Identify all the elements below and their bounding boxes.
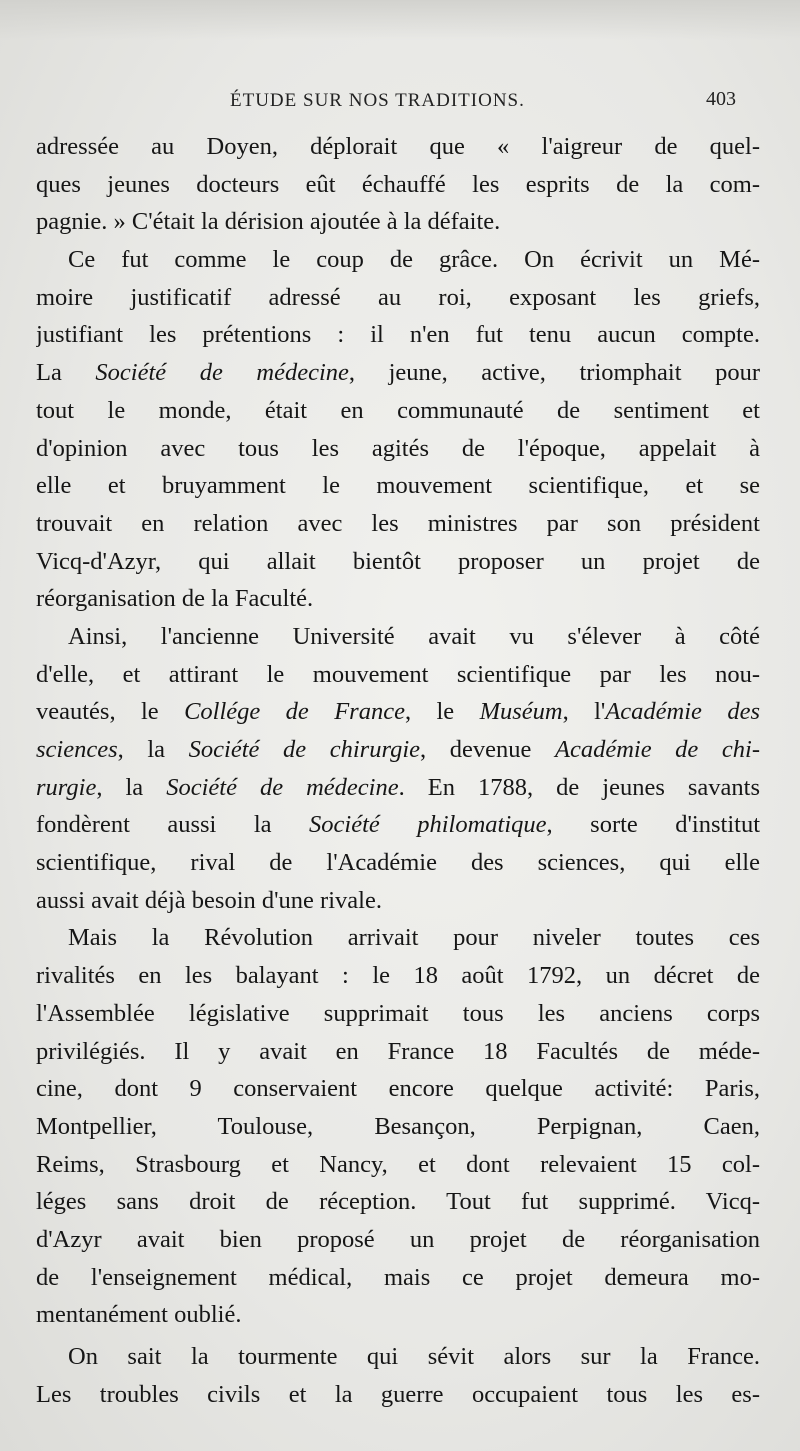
text-line <box>36 203 760 241</box>
text-line <box>36 1296 760 1334</box>
italic-text-run: Muséum <box>479 698 563 726</box>
text-line <box>36 354 760 392</box>
text-line <box>36 1338 760 1376</box>
text-run: scientifique, rival de l'Académie des sciences, qui elle <box>36 849 760 877</box>
text-run: tout le monde, était en communauté de sentiment et <box>36 396 760 424</box>
text-run: rivalités en les balayant : le 18 août 1792, un décret de <box>36 962 760 990</box>
text-line <box>36 731 760 769</box>
page-number: 403 <box>706 88 736 110</box>
text-line <box>36 693 760 731</box>
text-run: aussi avait déjà besoin d'une rivale. <box>36 886 382 914</box>
text-run: Vicq-d'Azyr, qui allait bientôt proposer un projet de <box>36 547 760 575</box>
text-run: On sait la tourmente qui sévit alors sur la France. <box>68 1343 760 1370</box>
text-run: , la <box>96 773 167 801</box>
text-line <box>36 128 760 166</box>
text-run: trouvait en relation avec les ministres par son président <box>36 509 760 537</box>
text-run: de l'enseignement médical, mais ce projet demeura mo- <box>36 1263 760 1291</box>
text-line <box>36 505 760 543</box>
text-run: Les troubles civils et la guerre occupaient tous les es- <box>36 1380 760 1408</box>
text-run: , la <box>117 736 189 763</box>
text-run: cine, dont 9 conservaient encore quelque activité: Paris, <box>36 1075 760 1103</box>
text-run: fondèrent aussi la <box>36 811 310 839</box>
text-run: Mais la Révolution arrivait pour niveler toutes ces <box>68 924 760 952</box>
text-run: d'opinion avec tous les agités de l'époque, appelait à <box>36 434 760 462</box>
text-run: justifiant les prétentions : il n'en fut tenu aucun compte. <box>36 321 760 349</box>
text-line <box>36 769 760 807</box>
italic-text-run: sciences <box>36 736 118 763</box>
text-run: Ce fut comme le coup de grâce. On écrivit un Mé- <box>68 246 760 274</box>
text-line <box>36 543 760 581</box>
italic-text-run: rurgie <box>36 773 97 801</box>
text-line <box>36 279 760 317</box>
text-line <box>36 656 760 694</box>
text-line <box>36 995 760 1033</box>
text-run: mentanément oublié. <box>36 1301 242 1329</box>
text-run: , jeune, active, triomphait pour <box>348 359 760 387</box>
text-run: léges sans droit de réception. Tout fut supprimé. Vicq- <box>36 1188 760 1216</box>
italic-text-run: Société de médecine <box>95 359 349 387</box>
text-run: veautés, le <box>36 698 185 726</box>
text-run: , l' <box>562 698 606 726</box>
text-run: l'Assemblée législative supprimait tous les anciens corps <box>36 999 760 1027</box>
text-run: adressée au Doyen, déplorait que « l'aigreur de quel- <box>36 133 760 160</box>
text-line <box>36 1146 760 1184</box>
text-run: d'elle, et attirant le mouvement scientifique par les nou- <box>36 660 760 688</box>
italic-text-run: Société de chirurgie <box>188 736 421 763</box>
italic-text-run: Académie des <box>605 698 760 726</box>
text-run: Montpellier, Toulouse, Besançon, Perpignan, Caen, <box>36 1112 760 1140</box>
text-line <box>36 1376 760 1414</box>
text-run: privilégiés. Il y avait en France 18 Facultés de méde- <box>36 1037 760 1065</box>
text-line <box>36 316 760 354</box>
italic-text-run: Société de médecine <box>166 773 399 801</box>
text-line <box>36 467 760 505</box>
text-run: . En 1788, de jeunes savants <box>398 773 760 801</box>
text-run: d'Azyr avait bien proposé un projet de réorganisation <box>36 1225 760 1253</box>
text-line <box>36 580 760 618</box>
body-text <box>36 128 760 1413</box>
italic-text-run: Académie de chi- <box>554 736 760 763</box>
text-line <box>36 1259 760 1297</box>
text-run: elle et bruyamment le mouvement scientifique, et se <box>36 472 760 500</box>
text-line <box>36 1070 760 1108</box>
italic-text-run: Collége de France <box>184 698 405 726</box>
text-line <box>36 806 760 844</box>
text-run: , sorte d'institut <box>546 811 760 839</box>
text-line <box>36 1108 760 1146</box>
text-line <box>36 1221 760 1259</box>
text-run: , le <box>404 698 480 726</box>
text-run: La <box>36 359 96 387</box>
text-run: ques jeunes docteurs eût échauffé les esprits de la com- <box>36 170 760 198</box>
text-line <box>36 957 760 995</box>
text-run: Ainsi, l'ancienne Université avait vu s'élever à côté <box>68 622 760 650</box>
text-run: réorganisation de la Faculté. <box>36 585 314 613</box>
text-line <box>36 618 760 656</box>
running-title: ÉTUDE SUR NOS TRADITIONS. <box>230 90 525 111</box>
text-run: pagnie. » C'était la dérision ajoutée à la défaite. <box>36 208 501 236</box>
italic-text-run: Société philomatique <box>309 811 547 839</box>
page-edge-shadow <box>0 0 800 40</box>
text-run: , devenue <box>420 736 555 763</box>
text-line <box>36 430 760 468</box>
text-line <box>36 1183 760 1221</box>
text-line <box>36 882 760 920</box>
text-run: moire justificatif adressé au roi, exposant les griefs, <box>36 283 760 311</box>
text-line <box>36 392 760 430</box>
text-line <box>36 1033 760 1071</box>
text-line <box>36 241 760 279</box>
text-line <box>36 844 760 882</box>
text-line <box>36 919 760 957</box>
text-line <box>36 166 760 204</box>
text-run: Reims, Strasbourg et Nancy, et dont relevaient 15 col- <box>36 1150 760 1178</box>
